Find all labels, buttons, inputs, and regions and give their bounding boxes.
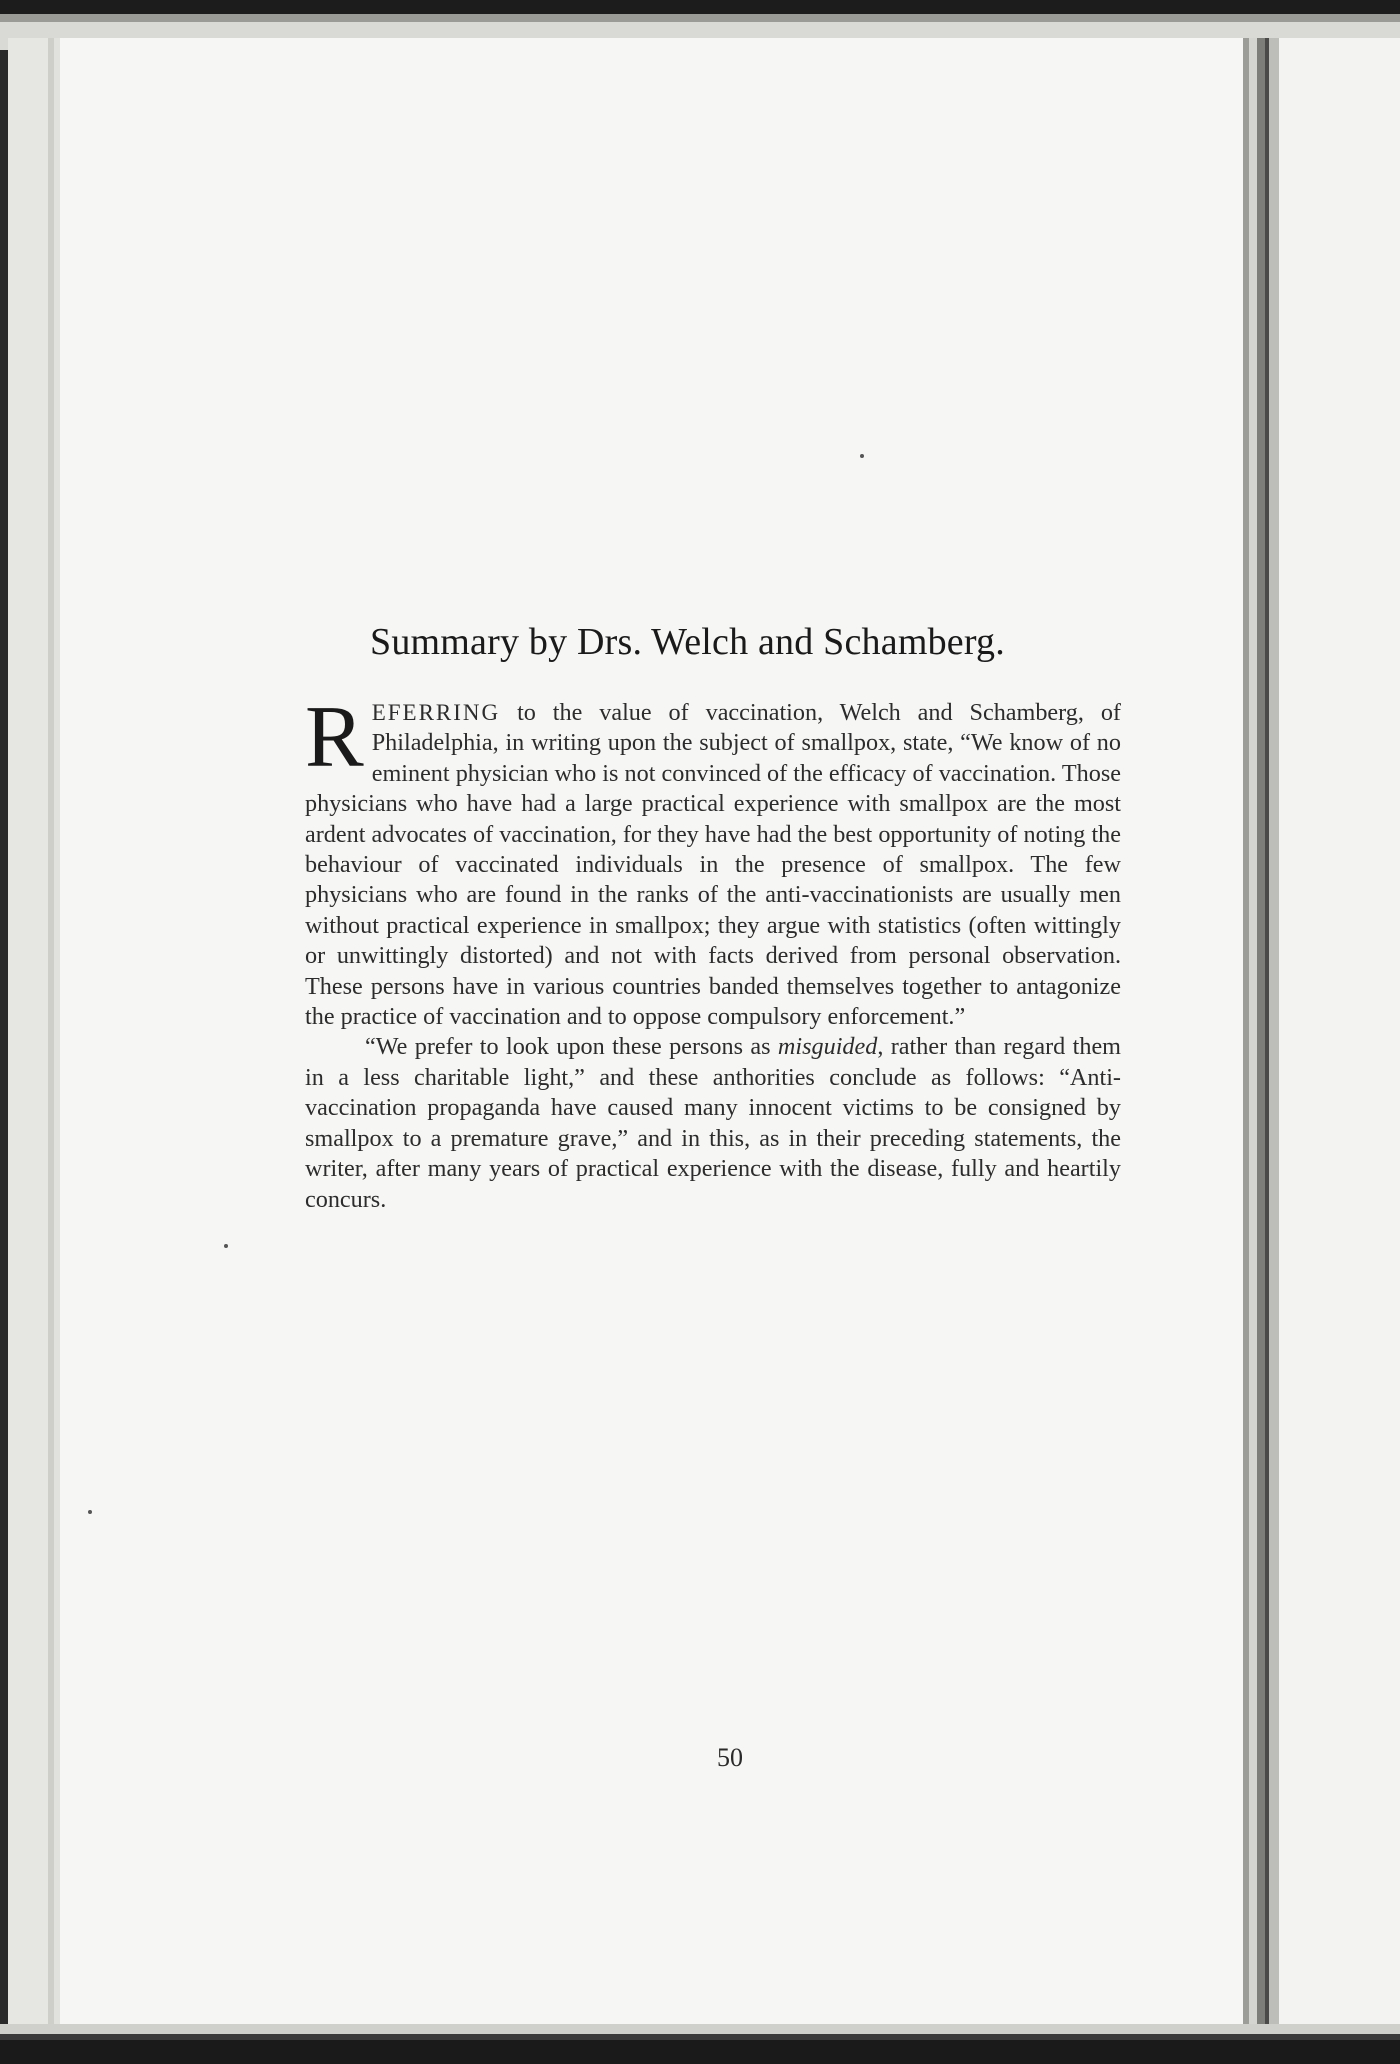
page-gutter [1243,38,1279,2028]
body-text [305,689,1121,1215]
paragraph-2-lead: “We prefer to look upon these persons as [365,1033,778,1061]
paragraph-2 [305,1032,1121,1214]
scan-bottom-edge [0,2024,1400,2064]
paragraph-1 [305,689,1121,1032]
opening-smallcaps: EFERRING [371,700,501,725]
paragraph-1-text: to the value of vaccination, Welch and Schamberg, of Philadelphia, in writing upon the subject of smallpox, state, “We know of no eminent physician who is not convinced of the efficacy of vaccination. Those physicians who have had a large practical experience with smallpox are the most ardent advocates of vaccination, for they have had the best opportunity of noting the behaviour of vaccinated individuals in the presence of smallpox. The few physicians who are found in the ranks of the anti-vaccinationists are usually men without practical experience in smallpox; they argue with statistics (often wittingly or unwittingly distorted) and not with facts derived from personal observation. These persons have in various countries banded themselves together to antagonize the practice of vaccination and to oppose compulsory enforcement.” [305,699,1121,1031]
paper-speck [88,1510,92,1514]
paper-speck [860,454,864,458]
paragraph-2-rest: , rather than regard them in a less charitable light,” and these anthorities conclude as follows: “Anti-vaccination propaganda have caused many innocent victims to be consigned by smallpox to a premature grave,” and in this, as in their preceding statements, the writer, after many years of practical experience with the disease, fully and heartily concurs. [305,1033,1121,1213]
emphasis-word: misguided [777,1033,878,1061]
drop-cap: R [305,689,364,786]
page-number: 50 [717,1743,743,1772]
page-title: Summary by Drs. Welch and Schamberg. [370,621,1005,663]
paper-speck [224,1244,228,1248]
facing-page-edge [1279,38,1400,2028]
